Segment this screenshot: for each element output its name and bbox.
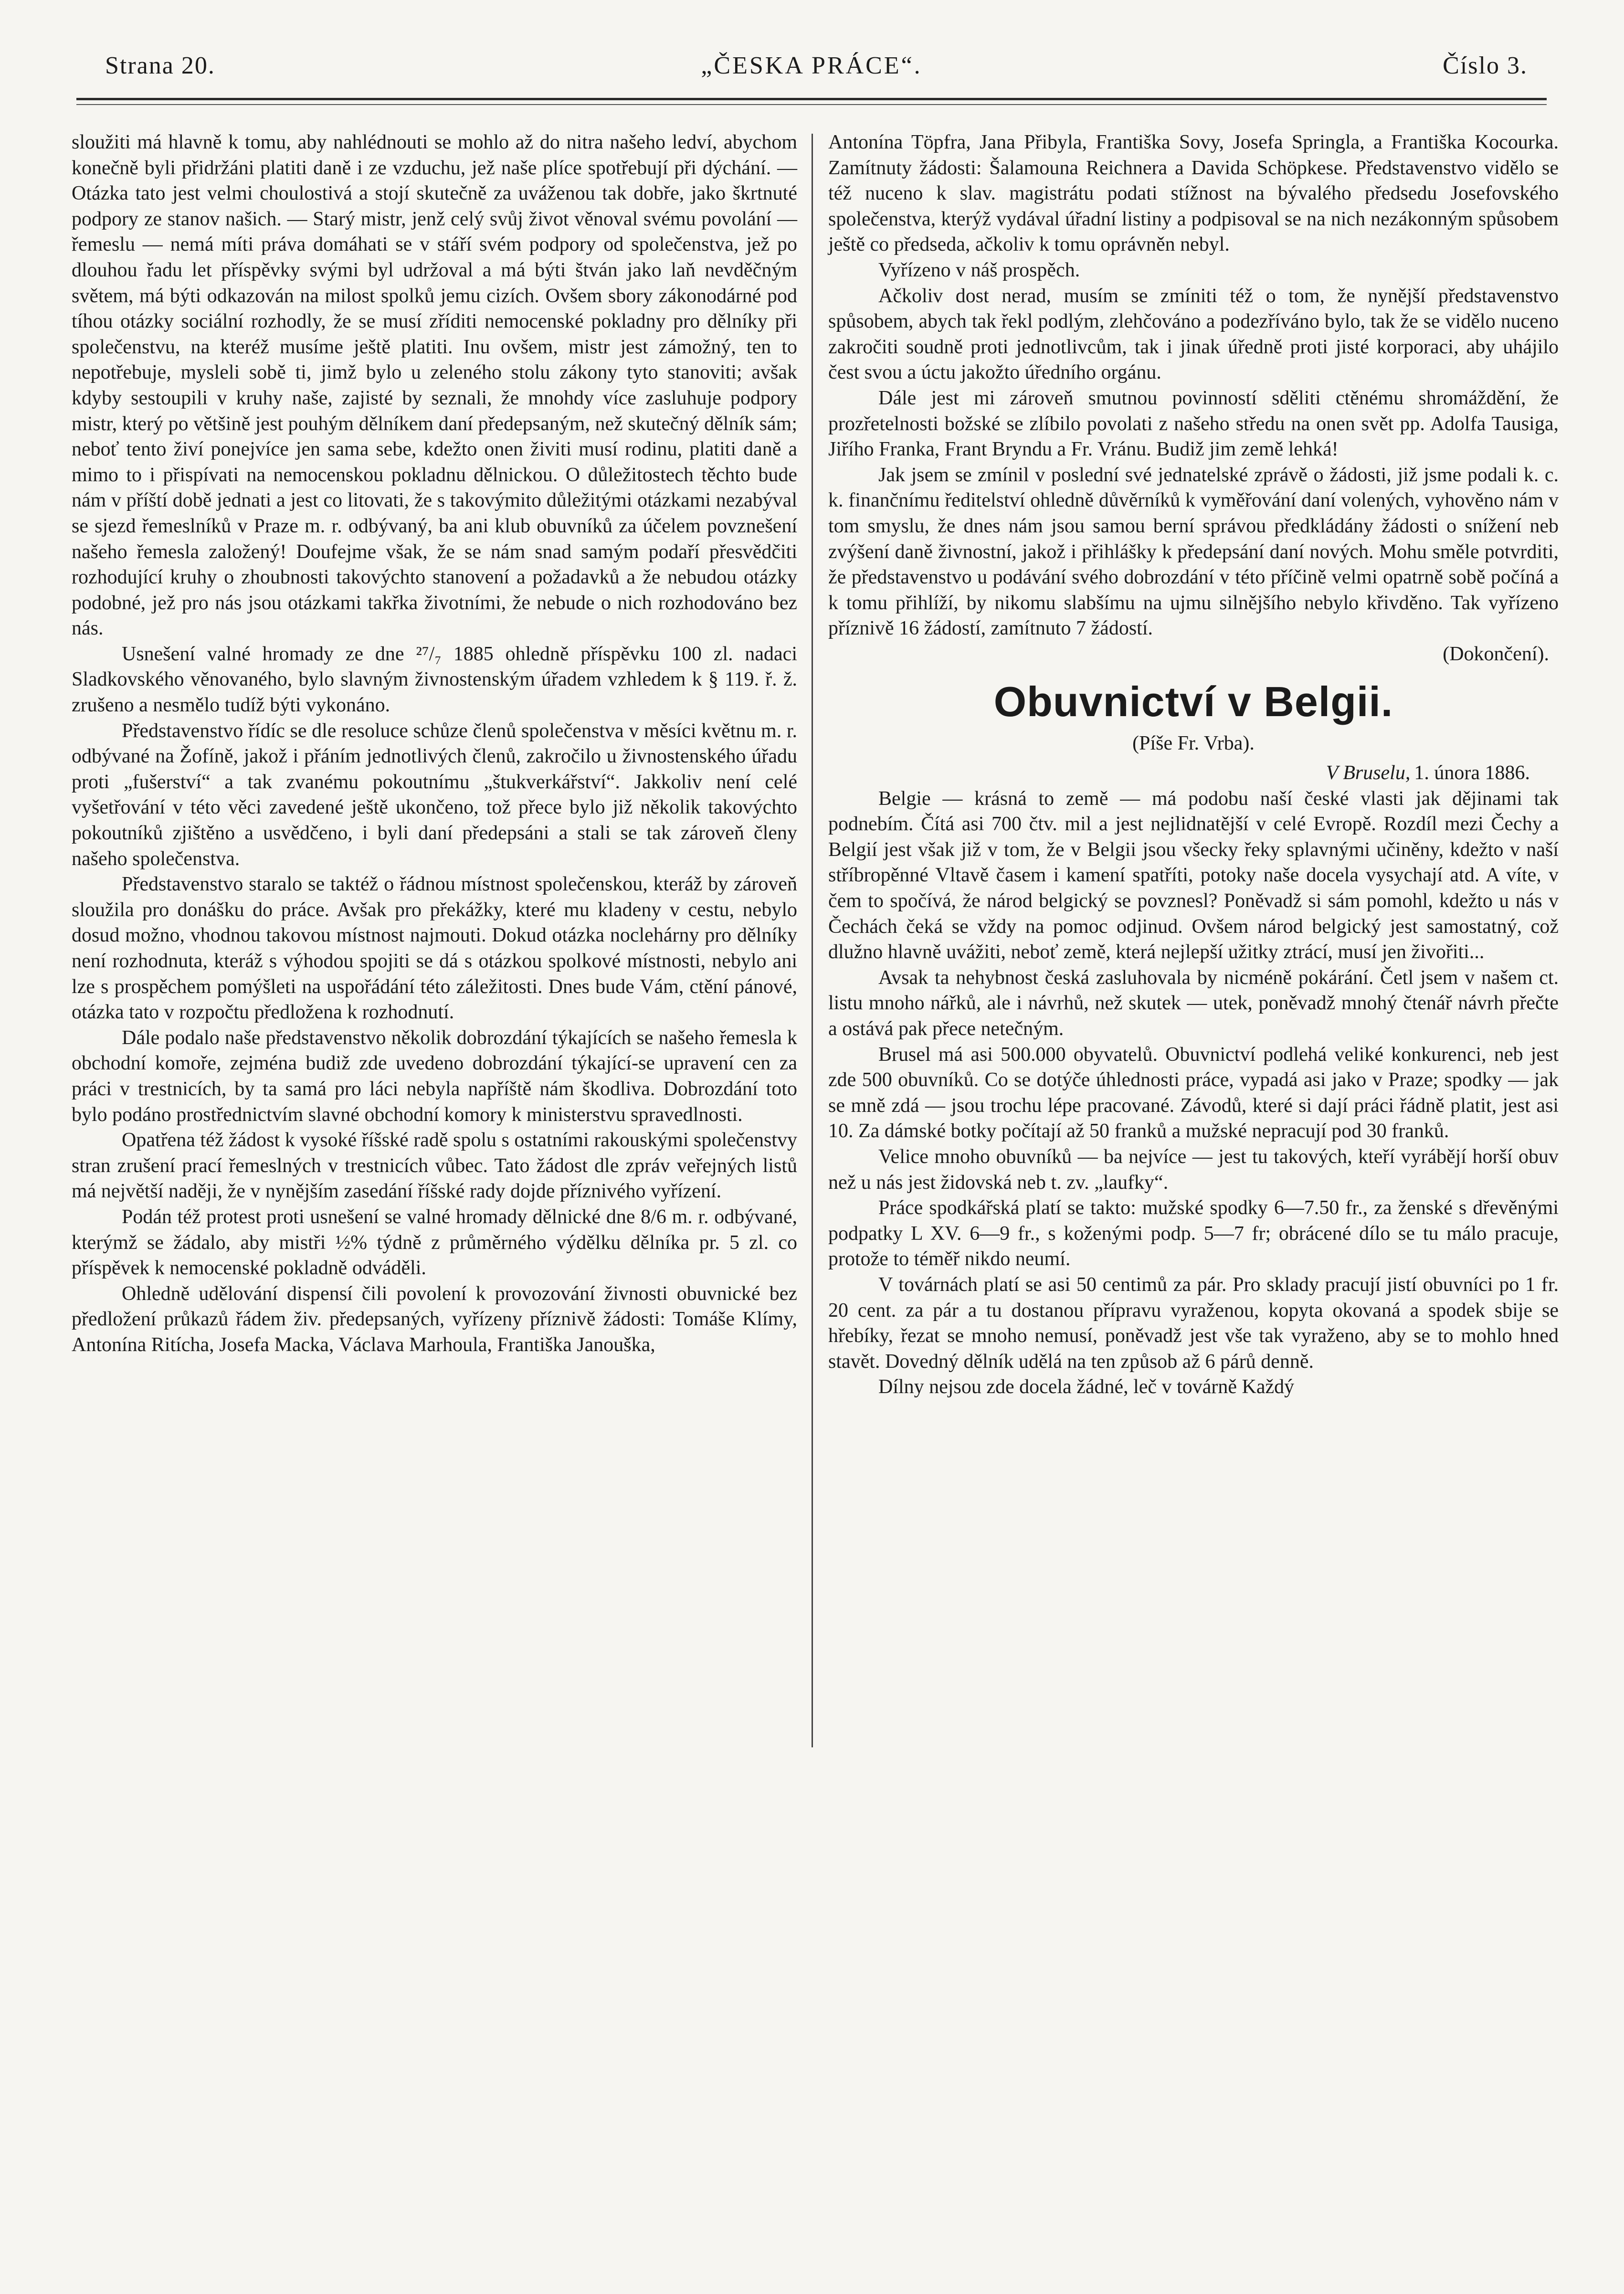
paragraph: Práce spodkářská platí se takto: mužské spodky 6—7.50 fr., za ženské s dřevěnými podpatky L XV. 6—9 fr., s koženými podp. 5—7 fr; obrácené dílo se tu málo pracuje, protože to téměř nikdo neumí. [828,1197,1559,1270]
paragraph: sloužiti má hlavně k tomu, aby nahlédnouti se mohlo až do nitra našeho ledví, abychom konečně byli přidržáni platiti daně i ze vzduchu, jež naše plíce spotřebují při dýchání. — Otázka tato jest velmi choulostivá a stojí skutečně za uváženou tak dobře, jako škrtnuté podpory ze stanov našich. — Starý mistr, jenž celý svůj život věnoval svému povolání — řemeslu — nemá míti práva domáhati se v stáří svém podpory od společenstva, jež po dlouhou řadu let příspěvky svými byl udržoval a má býti štván jako laň nevděčným světem, má býti odkazován na milost spolků jemu cizích. Ovšem sbory zákonodárné pod tíhou otázky sociální rozhodly, že se musí zříditi nemocenské pokladny pro dělníky při společenstvu, na kteréž musíme ještě platiti. Inu ovšem, mistr jest zámožný, ten to nepotřebuje, mysleli sobě ti, jimž bylo u zeleného stolu zákony tyto stanoviti; avšak kdyby sestoupili v kruhy naše, zajisté by seznali, že mnohdy více zasluhuje podpory mistr, který po většině jest pouhým dělníkem daní předepsaným, než skutečný dělník sám; neboť tento živí ponejvíce jen sama sebe, kdežto onen živiti musí rodinu, platiti daně a mimo to i přispívati na nemocenskou pokladnu dělnickou. O důležitostech těchto bude nám v příští době jednati a jest co litovati, že s takovýmito důležitými otázkami nezabýval se sjezd řemeslníků v Praze m. r. odbývaný, ba ani klub obuvníků za účelem povznešení našeho řemesla založený! Doufejme však, že se nám snad samým podaří přesvědčiti rozhodující kruhy o zhoubnosti takovýchto stanovení a požadavků a že nebudou otázky podobné, jež pro nás jsou otázkami takřka životními, že nebude o nich rozhodováno bez nás. [72,131,797,640]
header-rule-thin [76,104,1547,105]
dateline-place: V Bruselu, [1326,762,1411,784]
header-rule [76,98,1547,100]
paragraph: Vyřízeno v náš prospěch. [878,259,1080,281]
paragraph: Dále podalo naše představenstvo několik dobrozdání týkajících se našeho řemesla k obchodní komoře, zejména budiž zde uvedeno dobrozdání týkající-se upravení cen za práci v trestnicích, by ta samá pro láci nebyla napříště nám škodliva. Dobrozdání toto bylo podáno prostřednictvím slavné obchodní komory k ministerstvu spravedlnosti. [72,1026,797,1126]
paragraph: Dále jest mi zároveň smutnou povinností sděliti ctěnému shromáždění, že prozřetelnosti božské se zlíbilo povolati z našeho středu na onen svět pp. Adolfa Tausiga, Jiřího Franka, Frant Bryndu a Fr. Vránu. Budiž jim země lehká! [828,387,1559,461]
paragraph: Usnešení valné hromady ze dne ²⁷/₇ 1885 ohledně příspěvku 100 zl. nadaci Sladkovského věnovaného, bylo slavným živnostenským úřadem vzhledem k § 119. ř. ž. zrušeno a nesmělo tudíž býti vykonáno. [72,643,797,717]
issue-number: Číslo 3. [1443,52,1528,79]
left-column [72,130,797,1358]
to-be-concluded-note: (Dokončení). [1443,643,1549,665]
paragraph: Belgie — krásná to země — má podobu naší české vlasti jak dějinami tak podnebím. Čítá asi 700 čtv. mil a jest nejlidnatější v celé Evropě. Rozdíl mezi Čechy a Belgií jest však již v tom, že v Belgii jsou všecky řeky splavnými učiněny, kdežto v naší stříbropěnné Vltavě časem i kamení spatříti, potoky naše docela vysychají atd. A víte, v čem to spočívá, že národ belgický se povznesl? Poněvadž si sám pomohl, kdežto u nás v Čechách čeká se vždy na pomoc odjinud. Ovšem národ belgický jest samostatný, což dlužno hlavně uvážiti, neboť země, která nejlepší užitky ztrácí, musí jen živořiti... [828,787,1559,963]
newspaper-title: „ČESKA PRÁCE“. [701,52,922,79]
dateline-date: 1. února 1886. [1414,762,1530,784]
right-column [828,130,1559,1400]
paragraph: Opatřena též žádost k vysoké říšské radě spolu s ostatními rakouskými společenstvy stran zrušení prací řemeslných v trestnicích vůbec. Tato žádost dle zpráv veřejných listů má největší naději, že v nynějším zasedání říšské rady dojde příznivého vyřízení. [72,1129,797,1203]
paragraph: Ohledně udělování dispensí čili povolení k provozování živnosti obuvnické bez předložení průkazů řádem živ. předepsaných, vyřízeny příznivě žádosti: Tomáše Klímy, Antonína Ritícha, Josefa Macka, Václava Marhoula, Františka Janouška, [72,1282,797,1356]
paragraph: Avsak ta nehybnost česká zasluhovala by nicméně pokárání. Četl jsem v našem ct. listu mnoho nářků, ale i návrhů, než skutek — utek, poněvadž mnohý čtenář návrh přečte a ostává pak přece netečným. [828,966,1559,1040]
article-dateline [828,761,1559,786]
paragraph: Představenstvo řídíc se dle resoluce schůze členů společenstva v měsíci květnu m. r. odbývané na Žofíně, jakož i přáním jednotlivých členů, zakročilo u živnostenského úřadu proti „fušerství“ a tak zvanému pokoutnímu „štukverkářství“. Jakkoliv není celé vyšetřování v této věci zavedené ještě ukončeno, tož přece bylo již několik takovýchto pokoutníků zjištěno a usvědčeno, i byli daní předepsáni a stali se tak zároveň členy našeho společenstva. [72,719,797,870]
column-divider [812,134,813,1747]
paragraph: V továrnách platí se asi 50 centimů za pár. Pro sklady pracují jistí obuvníci po 1 fr. 20 cent. za pár a tu dostanou přípravu vyraženou, kopyta okovaná a spodek sbije se hřebíky, řezat se mnoho nemusí, poněvadž jest vše tak vyraženo, aby se to mohlo hned stavět. Dovedný dělník udělá na ten způsob až 6 párů denně. [828,1273,1559,1373]
page-header [76,52,1547,95]
paragraph: Ačkoliv dost nerad, musím se zmíniti též o tom, že nynější představenstvo spůsobem, abych tak řekl podlým, zlehčováno a podezříváno bylo, tak že se vidělo nuceno zakročiti soudně proti jednotlivcům, tak i jinak úředně proti jisté korporaci, aby uhájilo čest svou a úctu jakožto úředního orgánu. [828,285,1559,384]
article-author: (Píše Fr. Vrba). [1132,732,1255,755]
paragraph: Antonína Töpfra, Jana Přibyla, Františka Sovy, Josefa Springla, a Františka Kocourka. Zamítnuty žádosti: Šalamouna Reichnera a Davida Schöpkese. Představenstvo vidělo se též nuceno k slav. magistrátu podati stížnost na bývalého předsedu Josefovského společenstva, kterýž vydával úřadní listiny a podpisoval se na nich nezákonným spůsobem ještě co předseda, ačkoliv k tomu oprávněn nebyl. [828,131,1559,256]
paragraph: Velice mnoho obuvníků — ba nejvíce — jest tu takových, kteří vyrábějí horší obuv než u nás jest židovská neb t. zv. „laufky“. [828,1145,1559,1194]
paragraph: Jak jsem se zmínil v poslední své jednatelské zprávě o žádosti, již jsme podali k. c. k. finančnímu ředitelství ohledně důvěrníků k vyměřování daní volených, vyhověno nám v tom smyslu, že dnes nám jsou samou berní správou předkládány žádosti o snížení neb zvýšení daně živnostní, jakož i přihlášky k předepsání daní nových. Mohu směle potvrditi, že představenstvo u podávání svého dobrozdání v této příčině velmi opatrně sobě počíná a k tomu přihlíží, by nikomu slabšímu na ujmu silnějšího nebylo křivděno. Tak vyřízeno příznivě 16 žádostí, zamítnuto 7 žádostí. [828,464,1559,640]
article-title: Obuvnictví v Belgii. [993,678,1393,726]
paragraph: Představenstvo staralo se taktéž o řádnou místnost společenskou, kteráž by zároveň sloužila pro donášku do práce. Avšak pro překážky, které mu kladeny v cestu, nebylo dosud možno, vhodnou takovou místnost najmouti. Dokud otázka noclehárny pro dělníky není rozhodnuta, kteráž s výhodou spojiti se dá s otázkou spolkové místnosti, nebylo ani lze s prospěchem pomýšleti na uspořádání této záležitosti. Dnes bude Vám, ctění pánové, otázka tato v rozpočtu předložena k rozhodnutí. [72,873,797,1024]
paragraph: Dílny nejsou zde docela žádné, leč v továrně Každý [878,1376,1295,1398]
paragraph: Podán též protest proti usnešení se valné hromady dělnické dne 8/6 m. r. odbývané, kterýmž se žádalo, aby mistři ½% týdně z průměrného výdělku dělníka pr. 5 zl. co příspěvek k nemocenské pokladně odváděli. [72,1205,797,1279]
paragraph: Brusel má asi 500.000 obyvatelů. Obuvnictví podlehá veliké konkurenci, neb jest zde 500 obuvníků. Co se dotýče úhlednosti práce, vypadá asi jako v Praze; spodky — jak se mně zdá — jsou trochu lépe pracované. Závodů, které si dají práci řádně platit, jest asi 10. Za dámské botky počítají až 50 franků a mužské nepracují pod 30 franků. [828,1043,1559,1142]
page-number: Strana 20. [105,52,215,79]
